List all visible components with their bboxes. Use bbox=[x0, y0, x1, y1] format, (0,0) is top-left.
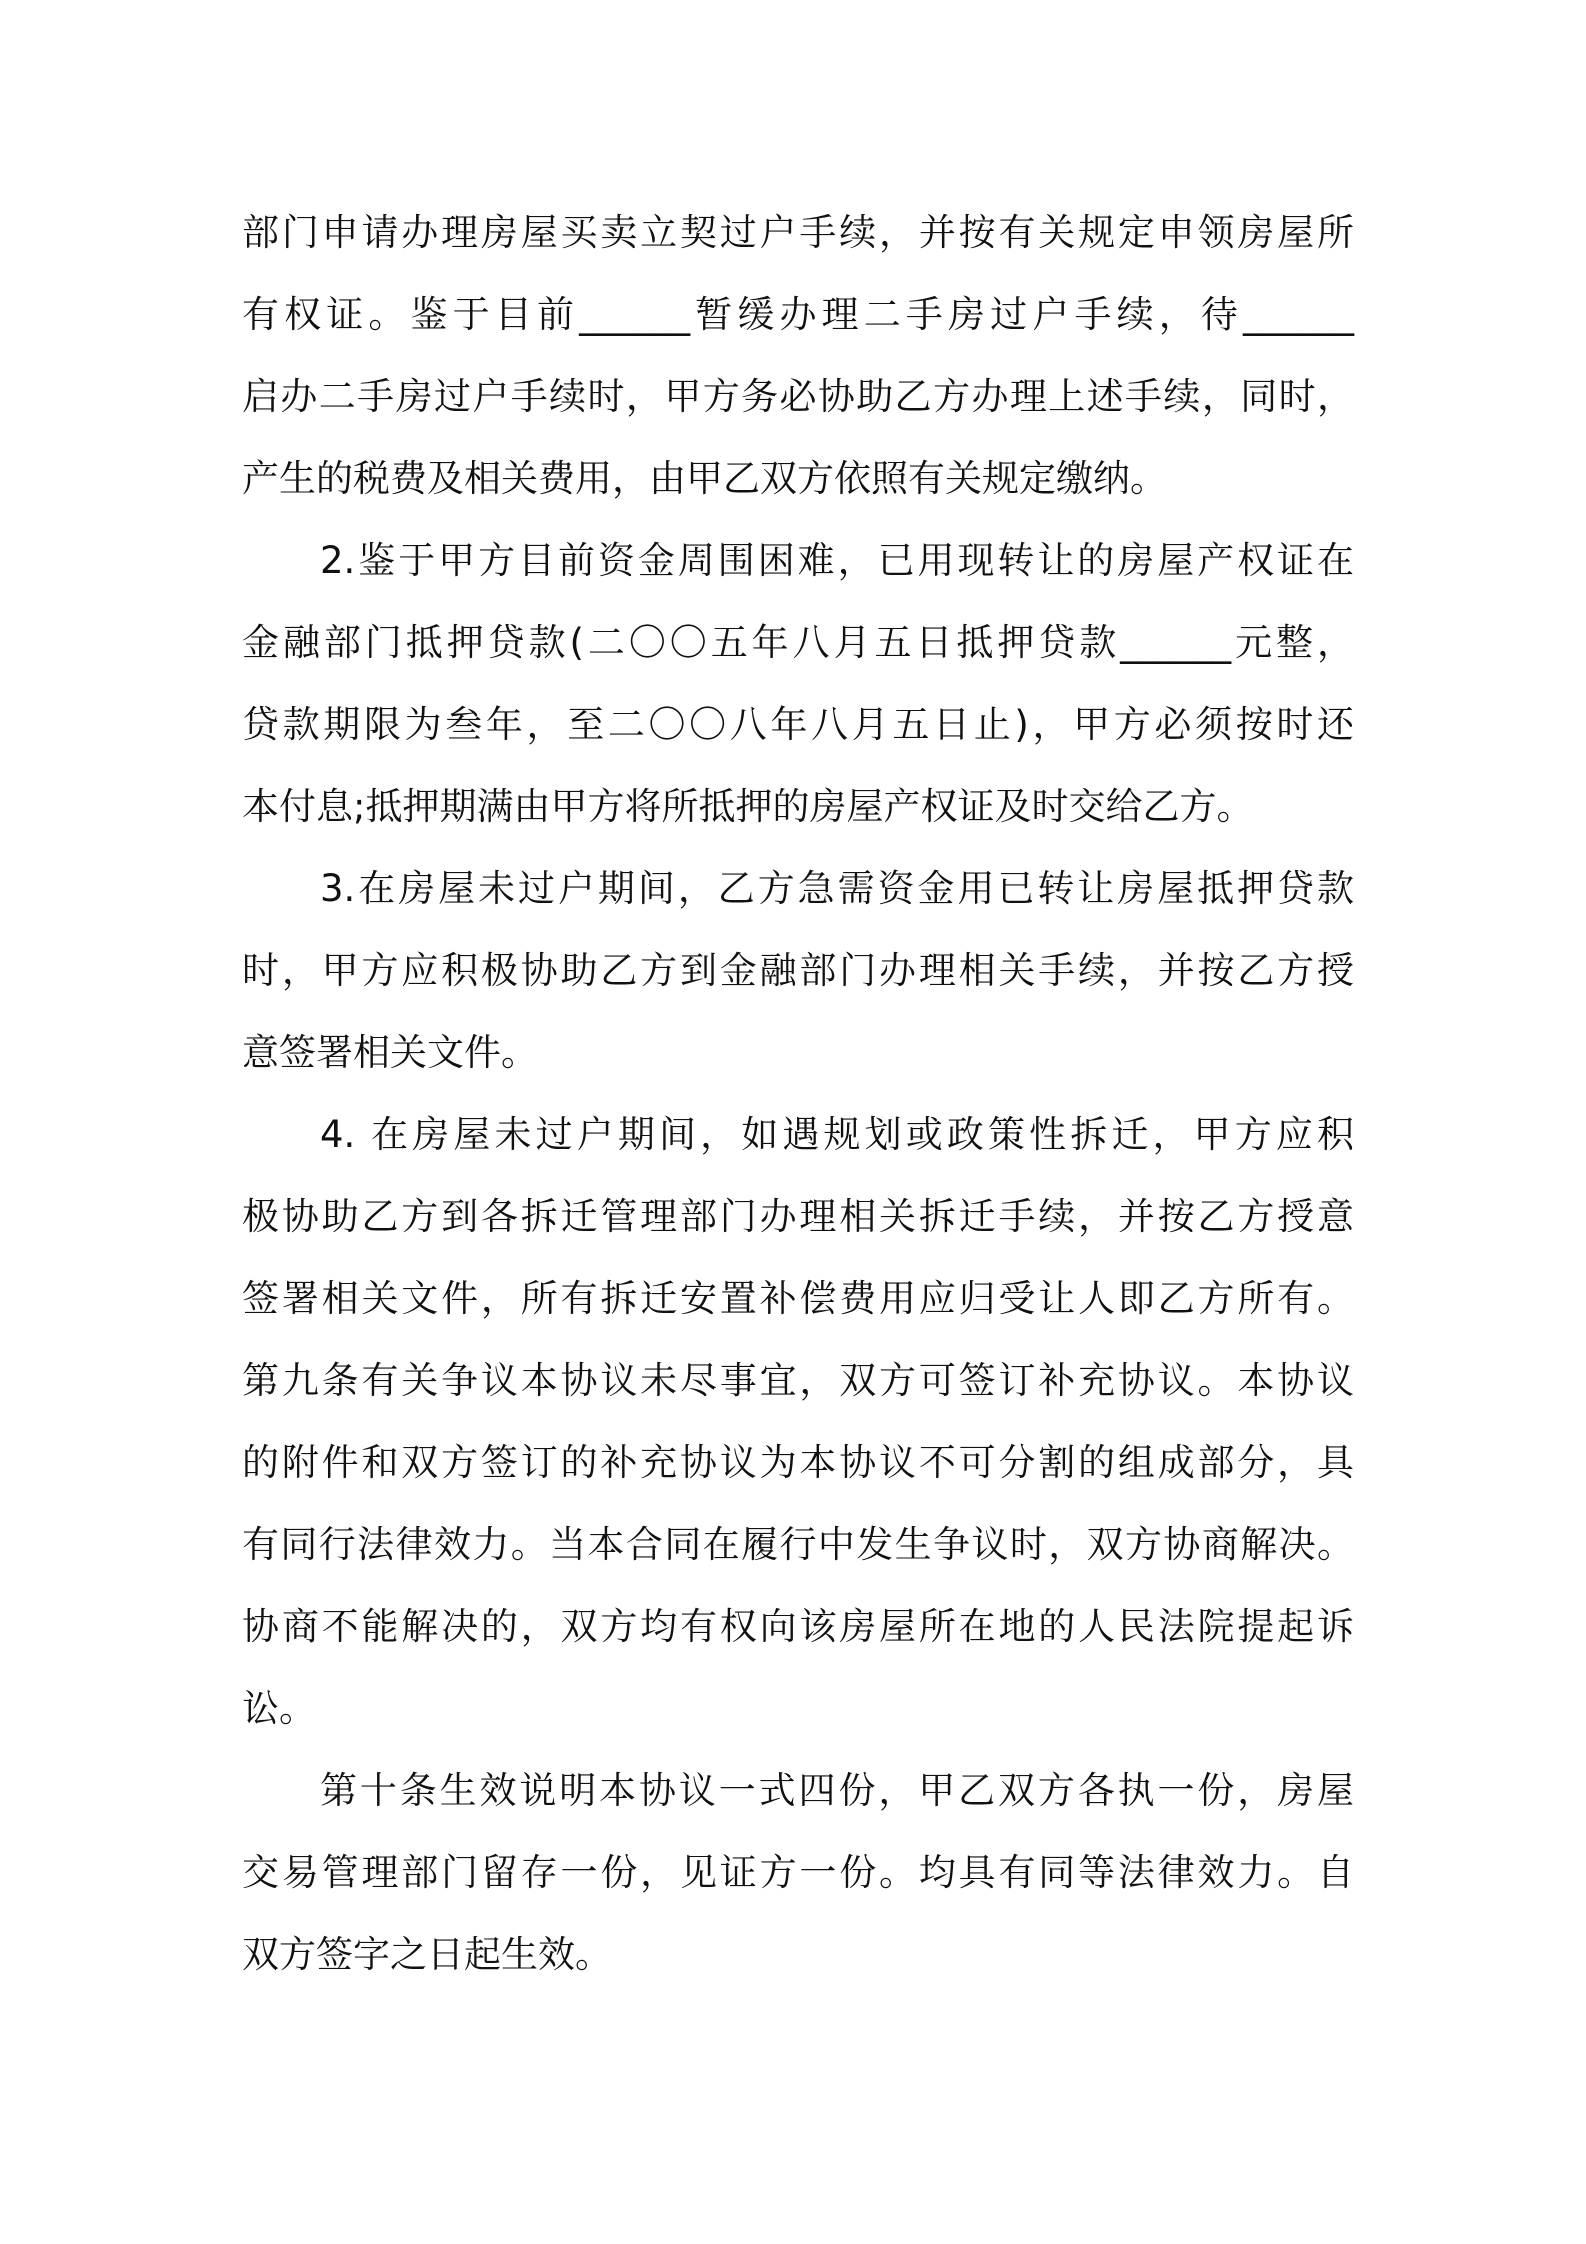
text-line: 2.鉴于甲方目前资金周围困难，已用现转让的房屋产权证在 bbox=[320, 539, 1354, 582]
text-line: 签署相关文件，所有拆迁安置补偿费用应归受让人即乙方所有。 bbox=[242, 1277, 1354, 1320]
paragraph bbox=[242, 520, 1354, 848]
text-line: 的附件和双方签订的补充协议为本协议不可分割的组成部分，具 bbox=[242, 1441, 1354, 1484]
text-line: 第十条生效说明本协议一式四份，甲乙双方各执一份，房屋 bbox=[320, 1769, 1354, 1812]
text-line: 有权证。鉴于目前______暂缓办理二手房过户手续，待______ bbox=[242, 293, 1354, 336]
paragraph bbox=[242, 848, 1354, 1094]
text-line: 4. 在房屋未过户期间，如遇规划或政策性拆迁，甲方应积 bbox=[320, 1113, 1354, 1156]
text-line: 贷款期限为叁年，至二〇〇八年八月五日止)，甲方必须按时还 bbox=[242, 703, 1354, 746]
text-line: 第九条有关争议本协议未尽事宜，双方可签订补充协议。本协议 bbox=[242, 1359, 1354, 1402]
text-line: 有同行法律效力。当本合同在履行中发生争议时，双方协商解决。 bbox=[242, 1523, 1354, 1566]
text-line: 协商不能解决的，双方均有权向该房屋所在地的人民法院提起诉 bbox=[242, 1605, 1354, 1648]
text-line: 双方签字之日起生效。 bbox=[242, 1933, 612, 1976]
document-body bbox=[242, 192, 1354, 1996]
text-line: 极协助乙方到各拆迁管理部门办理相关拆迁手续，并按乙方授意 bbox=[242, 1195, 1354, 1238]
text-line: 产生的税费及相关费用，由甲乙双方依照有关规定缴纳。 bbox=[242, 457, 1167, 500]
paragraph bbox=[242, 1094, 1354, 1750]
text-line: 本付息;抵押期满由甲方将所抵押的房屋产权证及时交给乙方。 bbox=[242, 785, 1254, 828]
text-line: 启办二手房过户手续时，甲方务必协助乙方办理上述手续，同时， bbox=[242, 375, 1354, 418]
text-line: 金融部门抵押贷款(二〇〇五年八月五日抵押贷款______元整， bbox=[242, 621, 1354, 664]
paragraph bbox=[242, 1750, 1354, 1996]
paragraph bbox=[242, 192, 1354, 520]
text-line: 意签署相关文件。 bbox=[242, 1031, 538, 1074]
text-line: 交易管理部门留存一份，见证方一份。均具有同等法律效力。自 bbox=[242, 1851, 1354, 1894]
text-line: 3.在房屋未过户期间，乙方急需资金用已转让房屋抵押贷款 bbox=[320, 867, 1354, 910]
text-line: 部门申请办理房屋买卖立契过户手续，并按有关规定申领房屋所 bbox=[242, 211, 1354, 254]
text-line: 时，甲方应积极协助乙方到金融部门办理相关手续，并按乙方授 bbox=[242, 949, 1354, 992]
text-line: 讼。 bbox=[242, 1687, 316, 1730]
